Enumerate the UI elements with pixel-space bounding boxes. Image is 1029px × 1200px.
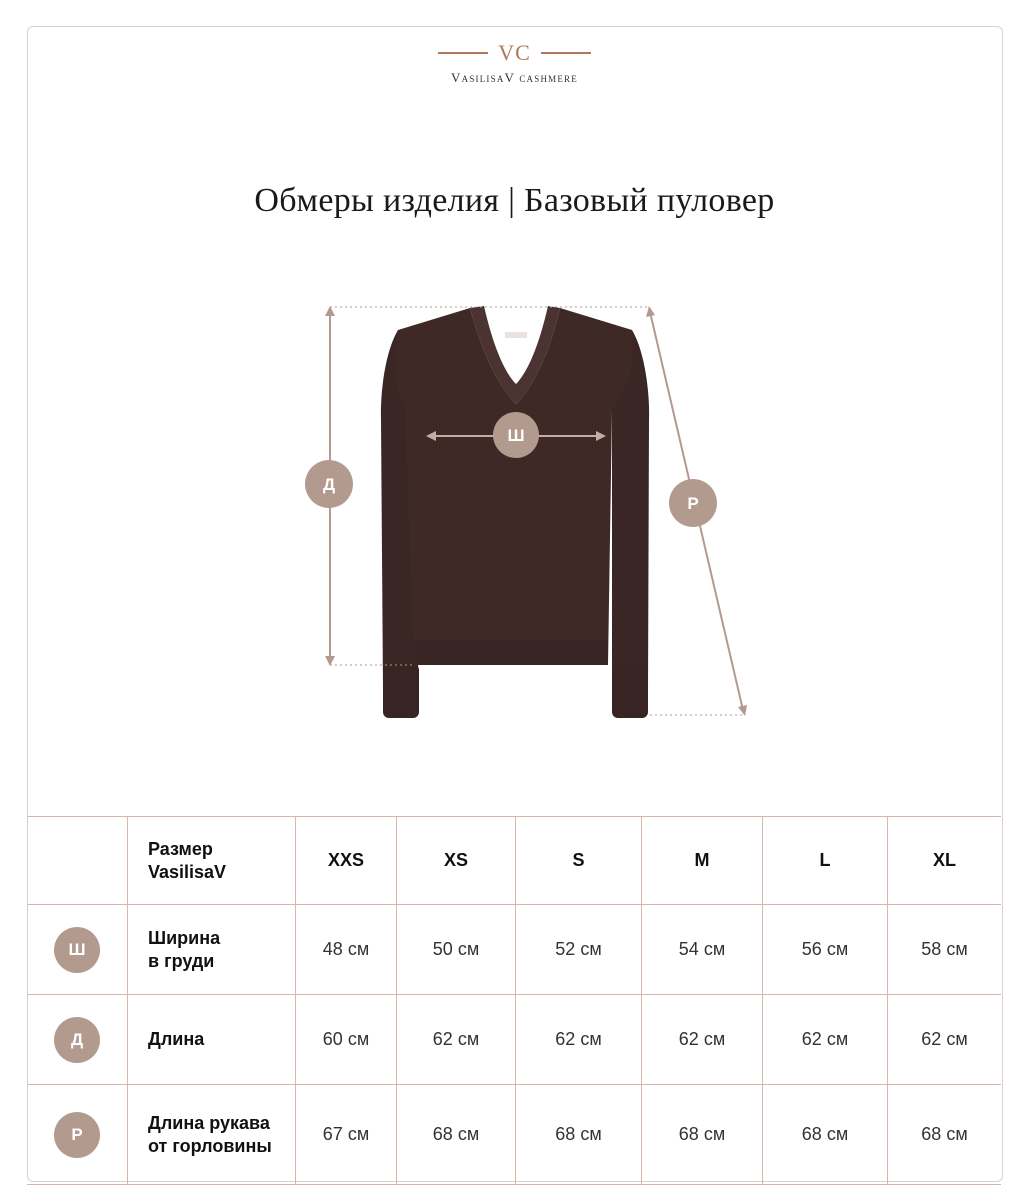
table-cell: 68 см — [887, 1085, 1001, 1184]
row-badge-cell — [27, 905, 127, 994]
table-cell: 50 см — [396, 905, 515, 994]
page-title: Обмеры изделия | Базовый пуловер — [254, 182, 775, 219]
table-cell: 62 см — [762, 995, 887, 1084]
sweater-illustration — [381, 306, 649, 718]
row-badge-cell — [27, 1085, 127, 1184]
header-size-l: L — [762, 817, 887, 904]
badge-length-diagram — [305, 460, 353, 508]
table-cell: 62 см — [396, 995, 515, 1084]
svg-text:Р: Р — [687, 494, 699, 513]
table-row — [27, 904, 1001, 994]
table-cell: 67 см — [295, 1085, 396, 1184]
table-cell: 68 см — [515, 1085, 641, 1184]
row-badge-cell — [27, 995, 127, 1084]
badge-sleeve-diagram — [669, 479, 717, 527]
row-badge-length: Д — [54, 1017, 100, 1063]
row-label: Ширина в груди — [127, 905, 295, 994]
table-cell: 54 см — [641, 905, 762, 994]
table-cell: 52 см — [515, 905, 641, 994]
table-header-row — [27, 816, 1001, 904]
header-size-label: Размер VasilisaV — [127, 817, 295, 904]
table-cell: 48 см — [295, 905, 396, 994]
badge-width-diagram — [493, 412, 539, 458]
table-cell: 68 см — [641, 1085, 762, 1184]
header-size-xs: XS — [396, 817, 515, 904]
header-size-xxs: XXS — [295, 817, 396, 904]
table-cell: 62 см — [515, 995, 641, 1084]
table-cell: 62 см — [887, 995, 1001, 1084]
svg-text:Ш: Ш — [507, 426, 525, 445]
svg-text:Д: Д — [322, 475, 336, 494]
header-size-m: M — [641, 817, 762, 904]
row-badge-sleeve: Р — [54, 1112, 100, 1158]
logo-brand-name: VasilisaV cashmere — [451, 70, 578, 85]
table-cell: 58 см — [887, 905, 1001, 994]
table-row — [27, 1084, 1001, 1185]
table-cell: 68 см — [762, 1085, 887, 1184]
table-row — [27, 994, 1001, 1084]
header-size-xl: XL — [887, 817, 1001, 904]
size-table — [27, 816, 1001, 1185]
row-badge-width: Ш — [54, 927, 100, 973]
row-label: Длина рукава от горловины — [127, 1085, 295, 1184]
table-cell: 68 см — [396, 1085, 515, 1184]
table-cell: 56 см — [762, 905, 887, 994]
row-label: Длина — [127, 995, 295, 1084]
table-cell: 60 см — [295, 995, 396, 1084]
table-cell: 62 см — [641, 995, 762, 1084]
logo-monogram: VC — [498, 40, 531, 65]
header-size-s: S — [515, 817, 641, 904]
header-empty-cell — [27, 817, 127, 904]
